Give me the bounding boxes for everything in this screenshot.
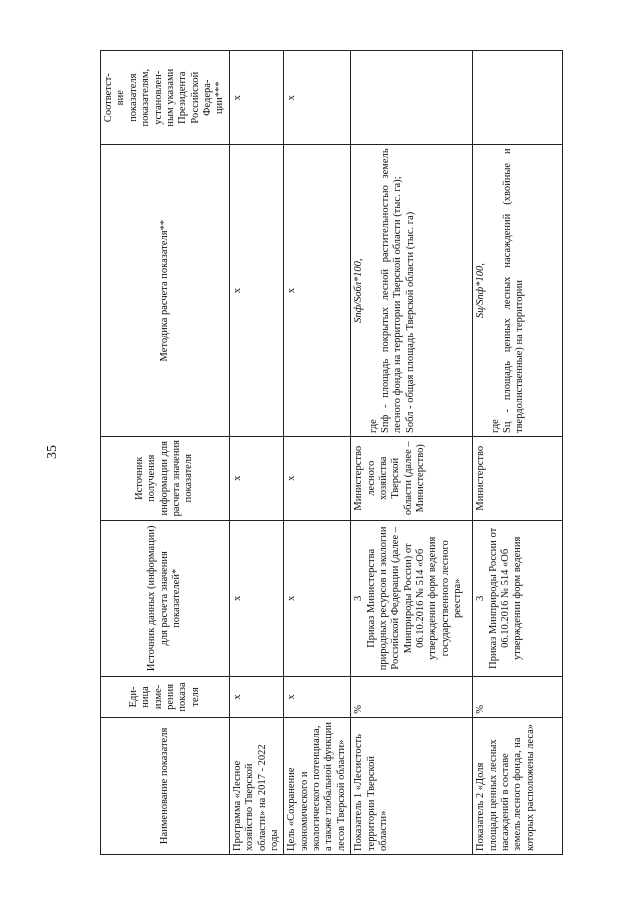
page-number: 35: [45, 445, 60, 459]
cell-method: [473, 145, 563, 437]
method-formula: Sпф/Sобл*100,: [353, 258, 365, 323]
header-info-source: Источник получения информации для расчета значения показателя: [101, 436, 230, 520]
cell-compliance: [473, 51, 563, 145]
method-where: где: [367, 419, 379, 433]
cell-unit: x: [284, 677, 351, 718]
cell-unit: x: [229, 677, 284, 718]
method-text: Sц - площадь ценных лесных насаждений (хвойные и твердолиственные) на территории: [501, 148, 526, 433]
table-row: [284, 51, 351, 855]
method-where: где: [489, 419, 501, 433]
method-formula: Sц/Sпф*100,: [475, 263, 487, 319]
cell-info-source: Министерство: [473, 436, 563, 520]
data-source-number: 3: [353, 595, 365, 601]
method-text-2: Sобл - общая площадь Тверской области (тыс. га): [404, 211, 416, 433]
cell-compliance: x: [284, 51, 351, 145]
cell-name: Программа «Лесное хозяйство Тверской области» на 2017 - 2022 годы: [229, 717, 284, 854]
header-data-source: Источник данных (информации) для расчета значения показателей*: [101, 520, 230, 677]
rotated-table-container: [100, 50, 540, 855]
header-name: Наименование показателя: [101, 717, 230, 854]
header-unit: Еди- ница изме- рения показа теля: [101, 677, 230, 718]
cell-data-source: x: [229, 520, 284, 677]
header-method: Методика расчета показателя**: [101, 145, 230, 437]
cell-info-source: Министерство лесного хозяйства Тверской области (далее – Министерство): [351, 436, 473, 520]
cell-data-source: [351, 520, 473, 677]
cell-info-source: x: [229, 436, 284, 520]
cell-unit: %: [351, 677, 473, 718]
cell-data-source: x: [284, 520, 351, 677]
cell-method: [351, 145, 473, 437]
data-source-number: 3: [475, 595, 487, 601]
cell-compliance: x: [229, 51, 284, 145]
header-compliance: Соответст- вие показателя показателям, установлен- ным указами Президента Российской Федера- ции***: [101, 51, 230, 145]
cell-name: Показатель 1 «Лесистость территории Тверской области»: [351, 717, 473, 854]
cell-unit: %: [473, 677, 563, 718]
table-header-row: [101, 51, 230, 855]
cell-name: Цель «Сохранение экономического и экологического потенциала, а также глобальной функции лесов Тверской области»: [284, 717, 351, 854]
cell-compliance: [351, 51, 473, 145]
table-row: [351, 51, 473, 855]
indicators-table: [100, 50, 563, 855]
data-source-text: Приказ Министерства природных ресурсов и экологии Российской Федерации (далее – Минприроды России) от 06.10.2016 № 514 «Об утверждении форм ведения государственного лесного реестра»: [365, 526, 464, 671]
table-row: [473, 51, 563, 855]
cell-name: Показатель 2 «Доля площади ценных лесных насаждений в составе земель лесного фонда, на которых расположены леса»: [473, 717, 563, 854]
method-text: Sпф - площадь покрытых лесной растительностью земель лесного фонда на территории Тверской области (тыс. га);: [379, 148, 404, 433]
table-row: [229, 51, 284, 855]
cell-method: x: [229, 145, 284, 437]
cell-data-source: [473, 520, 563, 677]
cell-method: x: [284, 145, 351, 437]
cell-info-source: x: [284, 436, 351, 520]
data-source-text: Приказ Минприроды России от 06.10.2016 № 514 «Об утверждении форм ведения: [487, 527, 524, 669]
